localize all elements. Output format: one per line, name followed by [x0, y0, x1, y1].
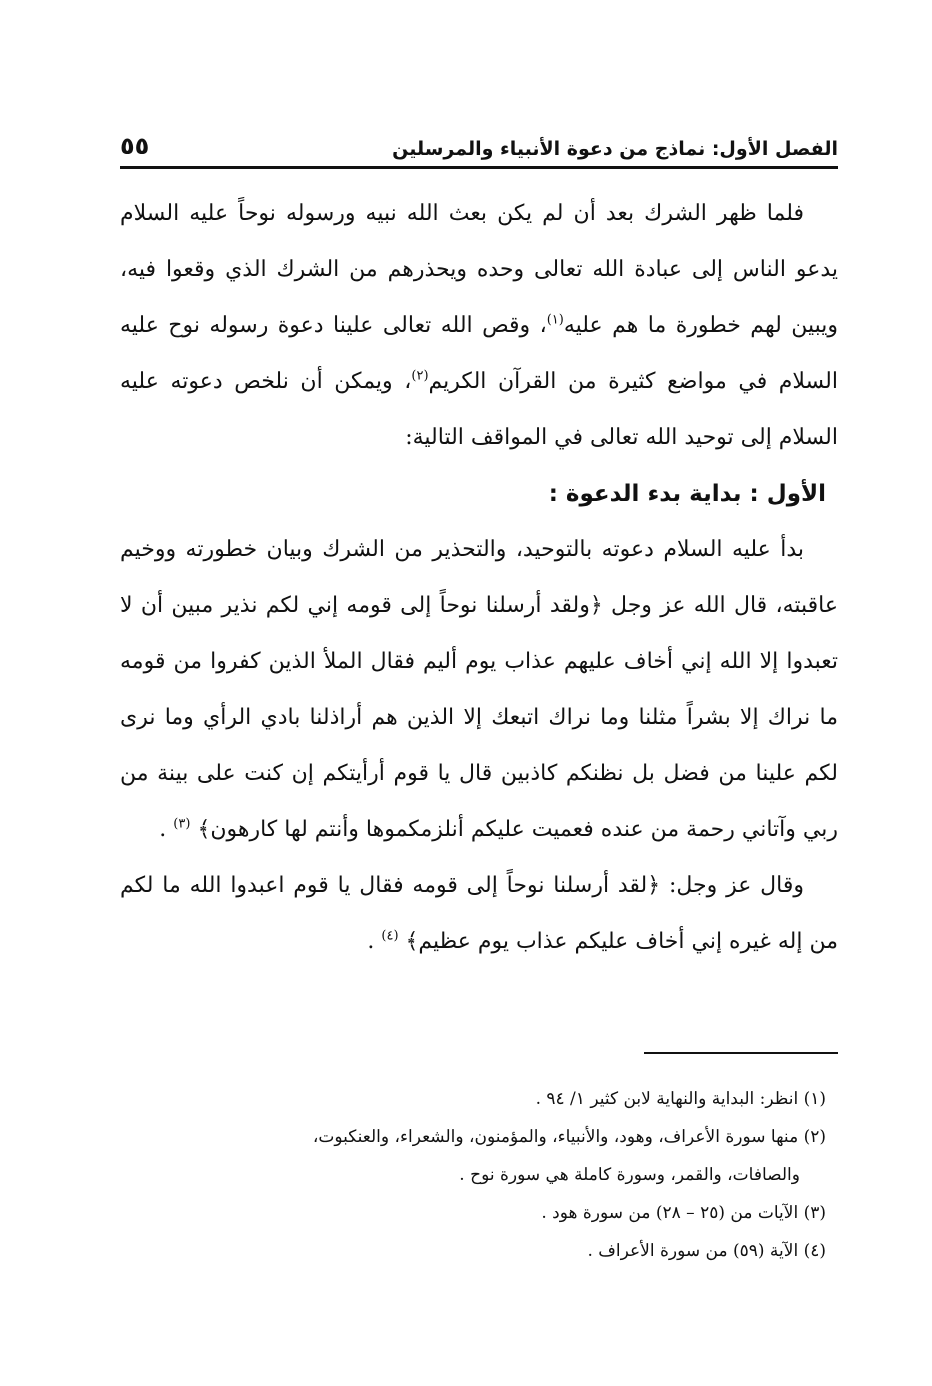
paragraph-intro-text-b: ، وقص الله تعالى علينا دعوة رسوله نوح عليه السلام في مواضع كثيرة من القرآن الكريم	[120, 313, 839, 394]
section-heading: الأول : بداية بدء الدعوة :	[548, 481, 826, 507]
footnote-3: (٣) الآيات من (٢٥ – ٢٨) من سورة هود .	[541, 1203, 826, 1223]
footnote-ref-1[interactable]: (١)	[546, 312, 564, 328]
quran-quote-1: ﴿ولقد أرسلنا نوحاً إلى قومه إني لكم نذير مبين أن لا تعبدوا إلا الله إني أخاف عليهم عذاب يوم أليم فقال الملأ الذين كفروا من قومه ما نراك إلا بشراً مثلنا وما نراك اتبعك إلا الذين هم أراذلنا بادي الرأي وما نرى لكم علينا من فضل بل نظنكم كاذبين قال يا قوم أرأيتكم إن كنت على بينة من ربي وآتاني رحمة من عنده فعميت عليكم أنلزمكموها وأنتم لها كارهون﴾	[120, 593, 838, 842]
paragraph-intro-text: فلما ظهر الشرك بعد أن لم يكن بعث الله نبيه ورسوله نوحاً عليه السلام يدعو الناس إلى عبادة الله تعالى وحده ويحذرهم من الشرك الذي وقعوا فيه، ويبين لهم خطورة ما هم عليه	[120, 201, 839, 338]
footnote-2-continuation: والصافات، والقمر، وسورة كاملة هي سورة نوح .	[459, 1165, 800, 1185]
paragraph-first-call-text: بدأ عليه السلام دعوته بالتوحيد، والتحذير من الشرك وبيان خطورته ووخيم عاقبته، قال الله عز وجل	[120, 537, 838, 618]
footnote-ref-4[interactable]: (٤)	[381, 928, 399, 944]
paragraph-second-quote-text: وقال عز وجل:	[668, 873, 805, 898]
footnote-1: (١) انظر: البداية والنهاية لابن كثير ١/ ٩٤ .	[535, 1089, 826, 1109]
footnotes	[120, 1080, 838, 1270]
footnote-4: (٤) الآية (٥٩) من سورة الأعراف .	[587, 1241, 826, 1261]
page-number: ٥٥	[120, 132, 150, 160]
footnote-divider	[644, 1052, 838, 1054]
page-header	[120, 122, 838, 169]
paragraph-intro	[120, 186, 838, 466]
paragraph-intro-text-c: ، ويمكن أن نلخص دعوته عليه السلام إلى توحيد الله تعالى في المواقف التالية:	[120, 369, 838, 450]
paragraph-first-call	[120, 522, 838, 858]
paragraph-second-quote-end: .	[367, 929, 375, 954]
quran-quote-2: ﴿لقد أرسلنا نوحاً إلى قومه فقال يا قوم اعبدوا الله ما لكم من إله غيره إني أخاف عليكم عذاب يوم عظيم﴾	[120, 873, 838, 954]
paragraph-first-call-end: .	[159, 817, 167, 842]
footnote-ref-2[interactable]: (٢)	[411, 368, 429, 384]
footnote-2: (٢) منها سورة الأعراف، وهود، والأنبياء، والمؤمنون، والشعراء، والعنكبوت،	[312, 1127, 826, 1147]
running-title: الفصل الأول: نماذج من دعوة الأنبياء والمرسلين	[392, 138, 838, 160]
footnote-ref-3[interactable]: (٣)	[173, 816, 191, 832]
paragraph-second-quote	[120, 858, 838, 970]
main-text	[120, 186, 838, 970]
